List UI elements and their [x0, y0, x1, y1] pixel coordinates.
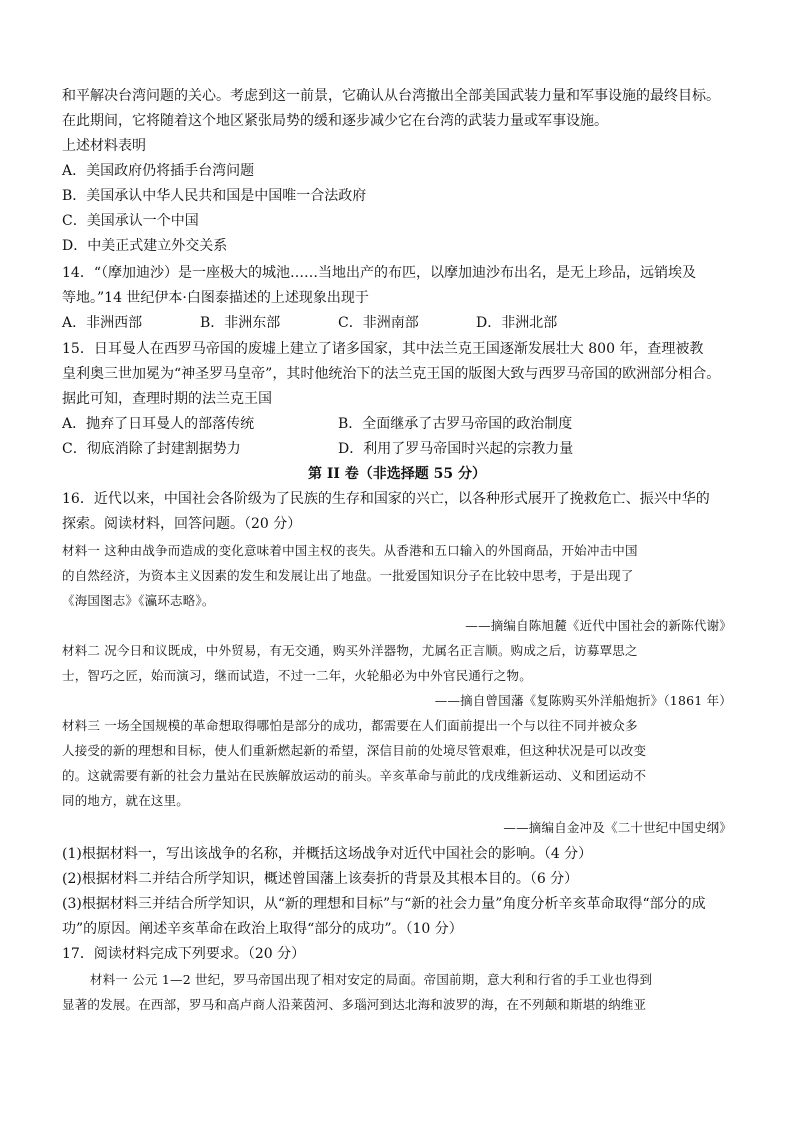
q16-material-3-line-1: 材料三 一场全国规模的革命想取得哪怕是部分的成功，都需要在人们面前提出一个与以往不同并被众多 [62, 718, 638, 733]
q13-option-d: D．中美正式建立外交关系 [62, 238, 228, 254]
q14-line-1: 14．“（摩加迪沙）是一座极大的城池……当地出产的布匹，以摩加迪沙布出名，是无上珍品，远销埃及 [62, 265, 696, 281]
q16-sub-question-3-line-2: 功”的原因。阐述辛亥革命在政治上取得“部分的成功”。（10 分） [62, 921, 463, 937]
q16-material-1-line-2: 的自然经济，为资本主义因素的发生和发展让出了地盘。一批爱国知识分子在比较中思考，于是出现了 [62, 568, 634, 583]
q13-stem: 上述材料表明 [62, 138, 146, 154]
q16-material-1-line-3: 《海国图志》《瀛环志略》。 [62, 593, 215, 608]
q16-material-3-line-4: 同的地方，就在这里。 [62, 793, 190, 808]
q16-material-1-source: ——摘编自陈旭麓《近代中国社会的新陈代谢》 [465, 618, 732, 633]
q14-option-b: B．非洲东部 [200, 315, 281, 331]
q15-option-d: D．利用了罗马帝国时兴起的宗教力量 [338, 441, 574, 457]
q15-line-2: 皇利奥三世加冕为“神圣罗马皇帝”，其时他统治下的法兰克王国的版图大致与西罗马帝国的欧洲部分相合。 [62, 366, 721, 382]
section-2-title: 第 II 卷（非选择题 55 分） [307, 466, 487, 482]
q13-line-1: 和平解决台湾问题的关心。考虑到这一前景，它确认从台湾撤出全部美国武装力量和军事设施的最终目标。 [62, 88, 720, 104]
q15-option-a: A．抛弃了日耳曼人的部落传统 [62, 416, 255, 432]
q15-option-c: C．彻底消除了封建割据势力 [62, 441, 241, 457]
q16-sub-question-2: (2)根据材料二并结合所学知识，概述曾国藩上该奏折的背景及其根本目的。（6 分） [62, 871, 579, 887]
q16-material-3-source: ——摘编自金冲及《二十世纪中国史纲》 [503, 820, 732, 835]
q15-line-3: 据此可知，查理时期的法兰克王国 [62, 391, 272, 407]
q14-option-d: D．非洲北部 [476, 315, 558, 331]
q16-sub-question-1: (1)根据材料一，写出该战争的名称，并概括这场战争对近代中国社会的影响。（4 分） [62, 846, 593, 862]
q17-material-1-line-2: 显著的发展。在西部，罗马和高卢商人沿莱茵河、多瑙河到达北海和波罗的海，在不列颠和斯堪的纳维亚 [62, 997, 647, 1012]
q15-option-b: B．全面继承了古罗马帝国的政治制度 [338, 416, 573, 432]
q16-sub-question-3-line-1: (3)根据材料三并结合所学知识，从“新的理想和目标”与“新的社会力量”角度分析辛亥革命取得“部分的成 [62, 896, 706, 912]
q16-line-2: 探索。阅读材料，回答问题。（20 分） [62, 516, 302, 532]
q14-option-c: C．非洲南部 [338, 315, 419, 331]
q17-line-1: 17．阅读材料完成下列要求。（20 分） [62, 946, 306, 962]
q16-material-2-line-2: 士，智巧之匠，始而演习，继而试造，不过一二年，火轮船必为中外官民通行之物。 [62, 668, 532, 683]
q13-option-b: B．美国承认中华人民共和国是中国唯一合法政府 [62, 188, 367, 204]
q14-option-a: A．非洲西部 [62, 315, 143, 331]
q16-line-1: 16．近代以来，中国社会各阶级为了民族的生存和国家的兴亡，以各种形式展开了挽救危亡、振兴中华的 [62, 491, 710, 507]
q13-line-2: 在此期间，它将随着这个地区紧张局势的缓和逐步减少它在台湾的武装力量或军事设施。 [62, 113, 608, 129]
q17-material-1-line-1: 材料一 公元 1—2 世纪，罗马帝国出现了相对安定的局面。帝国前期，意大利和行省的手工业也得到 [90, 972, 653, 987]
q14-line-2: 等地。”14 世纪伊本·白图泰描述的上述现象出现于 [62, 290, 369, 306]
q13-option-a: A．美国政府仍将插手台湾问题 [62, 163, 255, 179]
q16-material-2-source: ——摘自曾国藩《复陈购买外洋船炮折》（1861 年） [434, 693, 732, 708]
q15-line-1: 15．日耳曼人在西罗马帝国的废墟上建立了诸多国家，其中法兰克王国逐渐发展壮大 800 年，查理被教 [62, 341, 704, 357]
q13-option-c: C．美国承认一个中国 [62, 213, 199, 229]
q16-material-3-line-3: 的。这就需要有新的社会力量站在民族解放运动的前头。辛亥革命与前此的戊戌维新运动、义和团运动不 [62, 768, 647, 783]
q16-material-3-line-2: 人接受的新的理想和目标，使人们重新燃起新的希望，深信目前的处境尽管艰难，但这种状况是可以改变 [62, 743, 647, 758]
q16-material-2-line-1: 材料二 况今日和议既成，中外贸易，有无交通，购买外洋器物，尤属名正言顺。购成之后，访募覃思之 [62, 643, 638, 658]
q16-material-1-line-1: 材料一 这种由战争而造成的变化意味着中国主权的丧失。从香港和五口输入的外国商品，开始冲击中国 [62, 543, 638, 558]
